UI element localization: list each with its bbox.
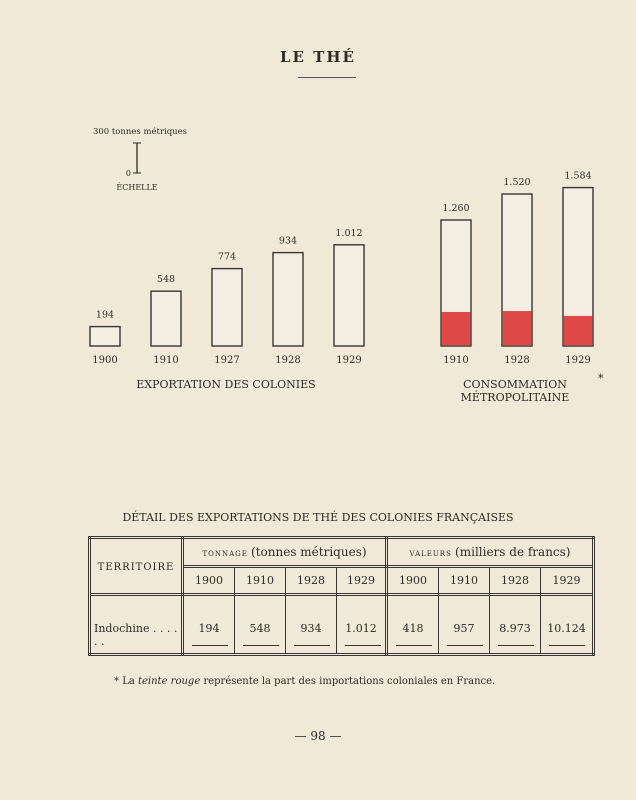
export-value-label: 934 — [278, 235, 298, 247]
valeurs-header-unit: (milliers de francs) — [455, 545, 571, 559]
tonnage-cell: 194 — [198, 622, 220, 635]
export-value-label: 774 — [217, 251, 237, 263]
footnote-text-after: représente la part des importations coloniales en France. — [203, 676, 496, 687]
valeurs-year-header: 1929 — [552, 574, 581, 587]
valeurs-header-label: valeurs — [409, 548, 452, 559]
consumption-category-label: 1929 — [565, 355, 591, 366]
tonnage-cell: 1.012 — [345, 622, 377, 635]
export-value-label: 1.012 — [335, 227, 363, 239]
consumption-colonial-share-bar — [442, 312, 471, 345]
export-chart-title: EXPORTATION DES COLONIES — [136, 378, 316, 391]
territory-cell: Indochine . . . . . . — [94, 622, 178, 648]
valeurs-cell: 10.124 — [547, 622, 586, 635]
valeurs-cell: 8.973 — [499, 622, 531, 635]
exports-table — [88, 536, 595, 656]
footnote-text-before: La — [122, 676, 135, 687]
consumption-category-label: 1928 — [504, 355, 530, 366]
valeurs-year-header: 1910 — [450, 574, 478, 587]
consumption-chart — [441, 171, 593, 366]
export-category-label: 1900 — [92, 355, 118, 366]
footnote — [114, 676, 495, 687]
export-value-label: 194 — [95, 309, 115, 321]
tonnage-cell: 548 — [249, 622, 271, 635]
footnote-italic: teinte rouge — [137, 676, 201, 687]
valeurs-cell: 418 — [402, 622, 424, 635]
valeurs-header — [388, 545, 592, 559]
tonnage-header-unit: (tonnes métriques) — [251, 545, 367, 559]
tonnage-header — [184, 545, 385, 559]
tonnage-year-header: 1900 — [195, 574, 223, 587]
tonnage-year-header: 1910 — [246, 574, 274, 587]
export-category-label: 1927 — [214, 355, 240, 366]
consumption-colonial-share-bar — [503, 311, 532, 345]
page-title: LE THÉ — [280, 48, 356, 66]
export-bar — [334, 245, 364, 346]
tonnage-year-header: 1928 — [297, 574, 325, 587]
consumption-value-label: 1.520 — [503, 177, 531, 188]
valeurs-cell: 957 — [453, 622, 475, 635]
scale-caption: ÉCHELLE — [116, 183, 158, 192]
tonnage-header-label: tonnage — [202, 548, 248, 559]
export-value-label: 548 — [156, 274, 176, 286]
consumption-category-label: 1910 — [443, 355, 469, 366]
export-category-label: 1929 — [336, 355, 362, 366]
valeurs-year-header: 1928 — [501, 574, 529, 587]
valeurs-year-header: 1900 — [399, 574, 427, 587]
scale-top-label: 300 tonnes métriques — [92, 127, 188, 137]
export-bar — [273, 253, 303, 346]
export-category-label: 1910 — [153, 355, 179, 366]
consumption-value-label: 1.584 — [564, 170, 592, 182]
export-bar — [212, 269, 242, 346]
scale-zero-label: 0 — [125, 169, 131, 178]
export-bar — [151, 291, 181, 346]
export-chart — [90, 228, 364, 366]
export-bar — [90, 327, 120, 346]
export-category-label: 1928 — [275, 355, 301, 366]
footnote-mark: * — [114, 676, 119, 687]
consumption-title-asterisk: * — [598, 372, 604, 385]
table-title: DÉTAIL DES EXPORTATIONS DE THÉ DES COLONIES FRANÇAISES — [122, 511, 514, 524]
consumption-value-label: 1.260 — [442, 203, 470, 214]
tonnage-cell: 934 — [300, 622, 322, 635]
tonnage-year-header: 1929 — [347, 574, 375, 587]
page-number: — 98 — — [294, 729, 342, 743]
territory-header: TERRITOIRE — [97, 562, 175, 573]
consumption-colonial-share-bar — [564, 316, 593, 345]
consumption-chart-title: CONSOMMATION MÉTROPOLITAINE — [460, 378, 570, 404]
